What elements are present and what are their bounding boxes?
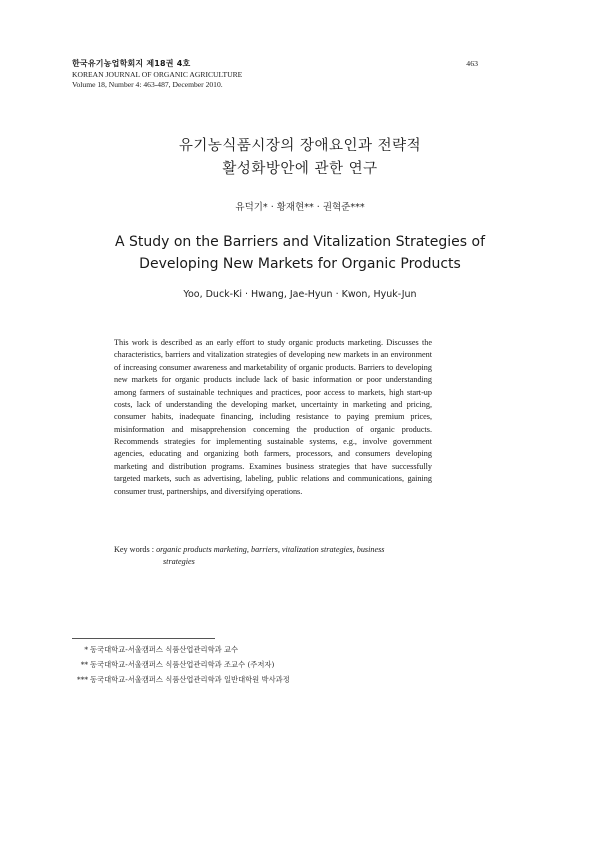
korean-authors: 유덕기* · 황재현** · 권혁준*** <box>235 202 365 213</box>
journal-name-english: KOREAN JOURNAL OF ORGANIC AGRICULTURE <box>72 70 243 79</box>
english-title-line-1: A Study on the Barriers and Vitalization Strategies of <box>114 234 486 250</box>
page-number: 463 <box>466 59 478 68</box>
footnote-1-mark: * <box>84 645 88 654</box>
footnote-2-mark: ** <box>80 660 88 669</box>
keywords-label: Key words : <box>114 545 155 554</box>
keywords-text-continued: strategies <box>163 557 195 567</box>
footnote-1-text: 동국대학교-서울캠퍼스 식품산업관리학과 교수 <box>90 645 239 654</box>
footnote-divider <box>72 638 215 639</box>
footnote-1 <box>72 645 238 655</box>
english-authors: Yoo, Duck-Ki · Hwang, Jae-Hyun · Kwon, Hyuk-Jun <box>183 289 417 300</box>
korean-title-line-2: 활성화방안에 관한 연구 <box>222 161 378 177</box>
footnote-3-text: 동국대학교-서울캠퍼스 식품산업관리학과 일반대학원 박사과정 <box>90 675 290 684</box>
footnote-2 <box>72 660 274 670</box>
keywords-text: organic products marketing, barriers, vitalization strategies, business <box>156 545 385 554</box>
keywords <box>114 544 434 569</box>
journal-name-korean: 한국유기농업학회지 제18권 4호 <box>72 59 191 68</box>
korean-title-line-1: 유기농식품시장의 장애요인과 전략적 <box>178 138 422 154</box>
footnote-3-mark: *** <box>77 675 88 684</box>
footnote-3 <box>72 675 290 685</box>
journal-volume-line: Volume 18, Number 4: 463-487, December 2010. <box>72 80 223 89</box>
abstract: This work is described as an early effort to study organic products marketing. Discusses the characteristics, barriers and vitalization strategies of developing new markets in an environment of increasing consumer awareness and marketability of organic products. Barriers to developing new markets for organic products include lack of basic information or poor understanding among farmers of sustainable techniques and practices, poor access to markets, high start-up costs, lack of understanding the developing market, uncertainty in marketing and pricing, consumer habits, inadequate financing, including resistance to paying premium prices, misinformation and misapprehension concerning the production of organic products. Recommends strategies for implementing sustainable systems, e.g., involve government agencies, educating and organizing both farmers, processors, and consumers developing marketing and distribution programs. Examines business strategies that have successfully targeted markets, such as advertising, labeling, public relations and communications, gaining consumer trust, partnerships, and diversifying operations. <box>114 338 432 496</box>
english-title-line-2: Developing New Markets for Organic Products <box>139 256 461 272</box>
footnote-2-text: 동국대학교-서울캠퍼스 식품산업관리학과 조교수 (주저자) <box>90 660 275 669</box>
